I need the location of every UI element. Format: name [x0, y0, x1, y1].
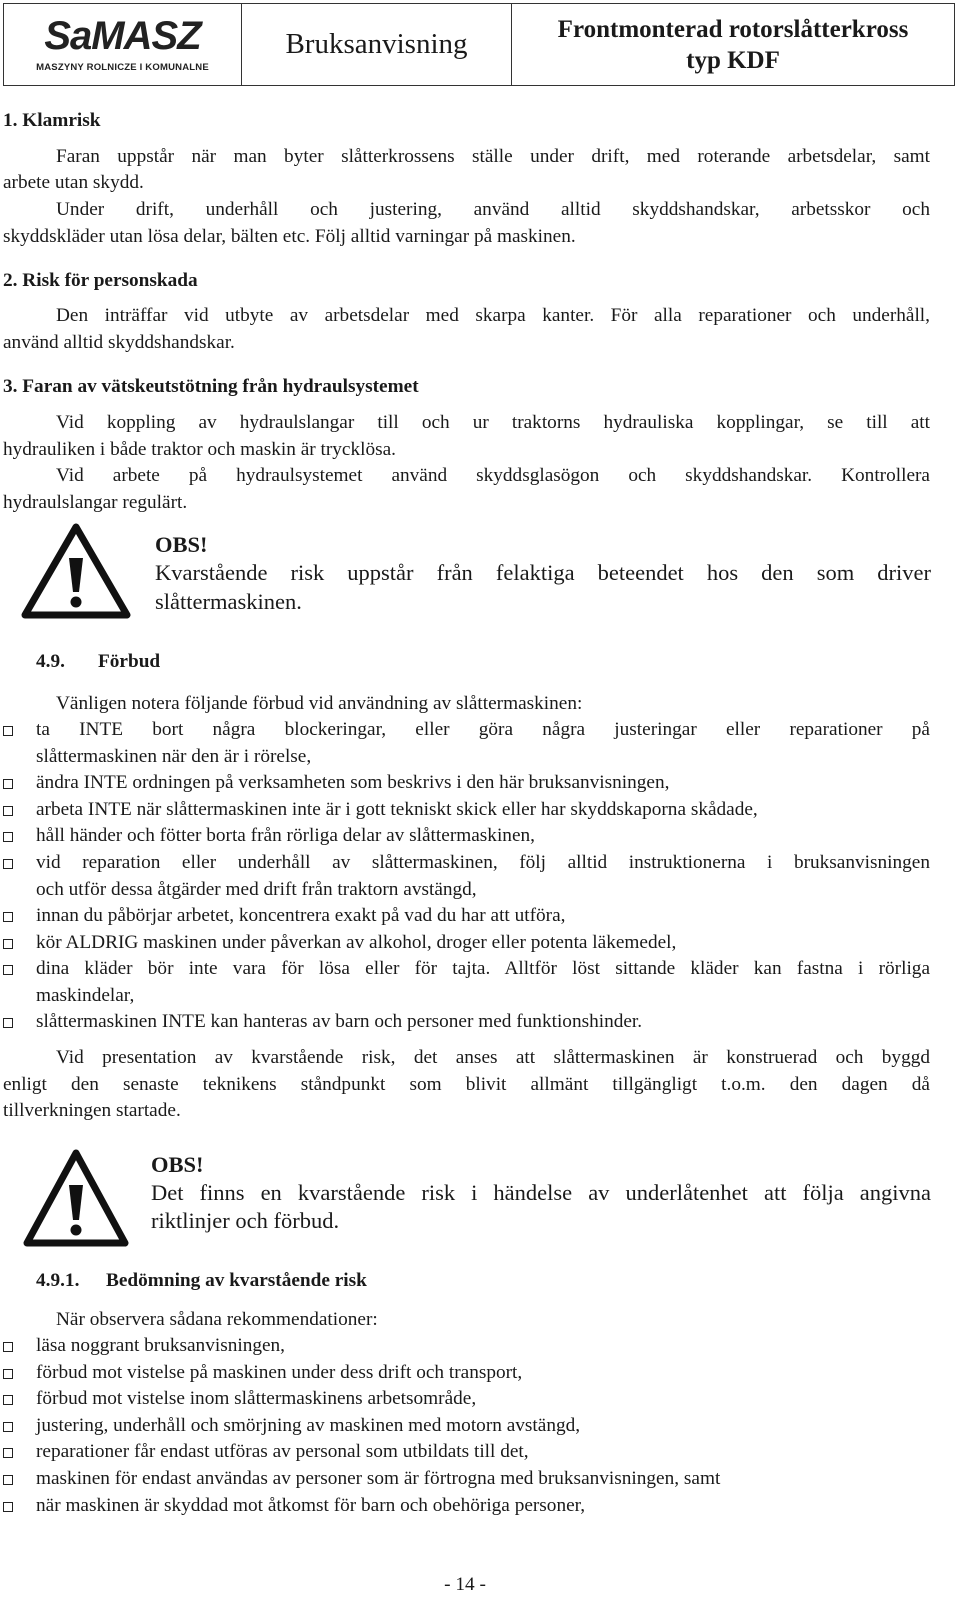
prohibition-item: kör ALDRIG maskinen under påverkan av alkohol, droger eller potenta läkemedel, [36, 932, 677, 953]
subsection-title: Bedömning av kvarstående risk [106, 1270, 367, 1291]
recommendation-item: förbud mot vistelse inom slåttermaskinens arbetsområde, [36, 1388, 477, 1409]
checkbox-bullet-icon [3, 859, 13, 869]
obs-text-line: Det finns en kvarstående risk i händelse av underlåtenhet att följa angivna [151, 1180, 931, 1205]
closing-line: enligt den senaste teknikens ståndpunkt som blivit allmänt tillgängligt t.o.m. den dagen då [3, 1074, 930, 1095]
recommendation-item: läsa noggrant bruksanvisningen, [36, 1335, 285, 1356]
checkbox-bullet-icon [3, 806, 13, 816]
checkbox-bullet-icon [3, 912, 13, 922]
risk-1-line: Under drift, underhåll och justering, använd alltid skyddshandskar, arbetsskor och [56, 199, 930, 220]
subsection-intro: När observera sådana rekommendationer: [56, 1309, 378, 1330]
recommendation-item: maskinen för endast användas av personer som är förtrogna med bruksanvisningen, samt [36, 1468, 721, 1489]
risk-1-heading: 1. Klamrisk [3, 110, 101, 131]
risk-2-heading: 2. Risk för personskada [3, 270, 198, 291]
recommendation-item: reparationer får endast utföras av personal som utbildats till det, [36, 1441, 529, 1462]
prohibition-item: innan du påbörjar arbetet, koncentrera exakt på vad du har att utföra, [36, 905, 566, 926]
risk-3-heading: 3. Faran av vätskeutstötning från hydraulsystemet [3, 376, 419, 397]
prohibition-item: slåttermaskinen INTE kan hanteras av barn och personer med funktionshinder. [36, 1011, 643, 1032]
prohibition-item: vid reparation eller underhåll av slåttermaskinen, följ alltid instruktionerna i bruksanvisningen [36, 852, 930, 873]
logo-subtitle: MASZYNY ROLNICZE I KOMUNALNE [36, 62, 209, 73]
obs-title: OBS! [151, 1152, 204, 1177]
prohibition-item: ändra INTE ordningen på verksamheten som beskrivs i den här bruksanvisningen, [36, 772, 670, 793]
checkbox-bullet-icon [3, 1448, 13, 1458]
risk-3-line: hydrauliken i både traktor och maskin är trycklösa. [3, 439, 396, 460]
section-number: 4.9. [36, 651, 65, 672]
checkbox-bullet-icon [3, 1342, 13, 1352]
prohibition-item: håll händer och fötter borta från rörliga delar av slåttermaskinen, [36, 825, 535, 846]
page-number: - 14 - [444, 1574, 486, 1595]
checkbox-bullet-icon [3, 1018, 13, 1028]
risk-1-line: skyddskläder utan lösa delar, bälten etc. Följ alltid varningar på maskinen. [3, 226, 576, 247]
prohibition-item-cont: slåttermaskinen när den är i rörelse, [36, 746, 312, 767]
risk-1-line: Faran uppstår när man byter slåtterkrossens ställe under drift, med roterande arbetsdelar, samt [56, 146, 930, 167]
closing-line: Vid presentation av kvarstående risk, det anses att slåttermaskinen är konstruerad och byggd [56, 1047, 930, 1068]
checkbox-bullet-icon [3, 965, 13, 975]
document-type: Bruksanvisning [242, 4, 512, 85]
obs-text-line: slåttermaskinen. [155, 589, 302, 614]
prohibition-item: arbeta INTE när slåttermaskinen inte är i gott tekniskt skick eller har skyddskaporna skådade, [36, 799, 758, 820]
risk-3-line: Vid arbete på hydraulsystemet använd skyddsglasögon och skyddshandskar. Kontrollera [56, 465, 930, 486]
obs-text-line: Kvarstående risk uppstår från felaktiga beteendet hos den som driver [155, 560, 931, 585]
obs-title: OBS! [155, 532, 208, 557]
risk-1-line: arbete utan skydd. [3, 172, 144, 193]
prohibition-item: dina kläder bör inte vara för lösa eller för tajta. Alltför löst sittande kläder kan fastna i rörliga [36, 958, 930, 979]
checkbox-bullet-icon [3, 779, 13, 789]
document-header [3, 3, 955, 86]
checkbox-bullet-icon [3, 1502, 13, 1512]
risk-2-line: Den inträffar vid utbyte av arbetsdelar med skarpa kanter. För alla reparationer och underhåll, [56, 305, 930, 326]
company-logo [4, 4, 242, 85]
obs-text-line: riktlinjer och förbud. [151, 1208, 340, 1233]
recommendation-item: förbud mot vistelse på maskinen under dess drift och transport, [36, 1362, 523, 1383]
subsection-number: 4.9.1. [36, 1270, 80, 1291]
checkbox-bullet-icon [3, 1475, 13, 1485]
checkbox-bullet-icon [3, 1369, 13, 1379]
closing-line: tillverkningen startade. [3, 1100, 181, 1121]
recommendation-item: justering, underhåll och smörjning av maskinen med motorn avstängd, [36, 1415, 581, 1436]
recommendation-item: när maskinen är skyddad mot åtkomst för barn och obehöriga personer, [36, 1495, 586, 1516]
title-line-2: typ KDF [686, 46, 780, 74]
prohibition-item: ta INTE bort några blockeringar, eller göra några justeringar eller reparationer på [36, 719, 930, 740]
risk-3-line: hydraulslangar regulärt. [3, 492, 188, 513]
risk-3-line: Vid koppling av hydraulslangar till och ur traktorns hydrauliska kopplingar, se till att [56, 412, 930, 433]
risk-2-line: använd alltid skyddshandskar. [3, 332, 235, 353]
prohibition-item-cont: och utför dessa åtgärder med drift från traktorn avstängd, [36, 879, 477, 900]
checkbox-bullet-icon [3, 832, 13, 842]
logo-wordmark: SaMASZ [44, 14, 201, 58]
warning-triangle-icon [22, 1148, 130, 1248]
checkbox-bullet-icon [3, 1395, 13, 1405]
checkbox-bullet-icon [3, 726, 13, 736]
document-title [512, 4, 954, 85]
title-line-1: Frontmonterad rotorslåtterkross [557, 15, 909, 43]
section-title: Förbud [98, 651, 161, 672]
checkbox-bullet-icon [3, 939, 13, 949]
checkbox-bullet-icon [3, 1422, 13, 1432]
section-intro: Vänligen notera följande förbud vid användning av slåttermaskinen: [56, 693, 583, 714]
warning-triangle-icon [20, 522, 132, 620]
prohibition-item-cont: maskindelar, [36, 985, 135, 1006]
